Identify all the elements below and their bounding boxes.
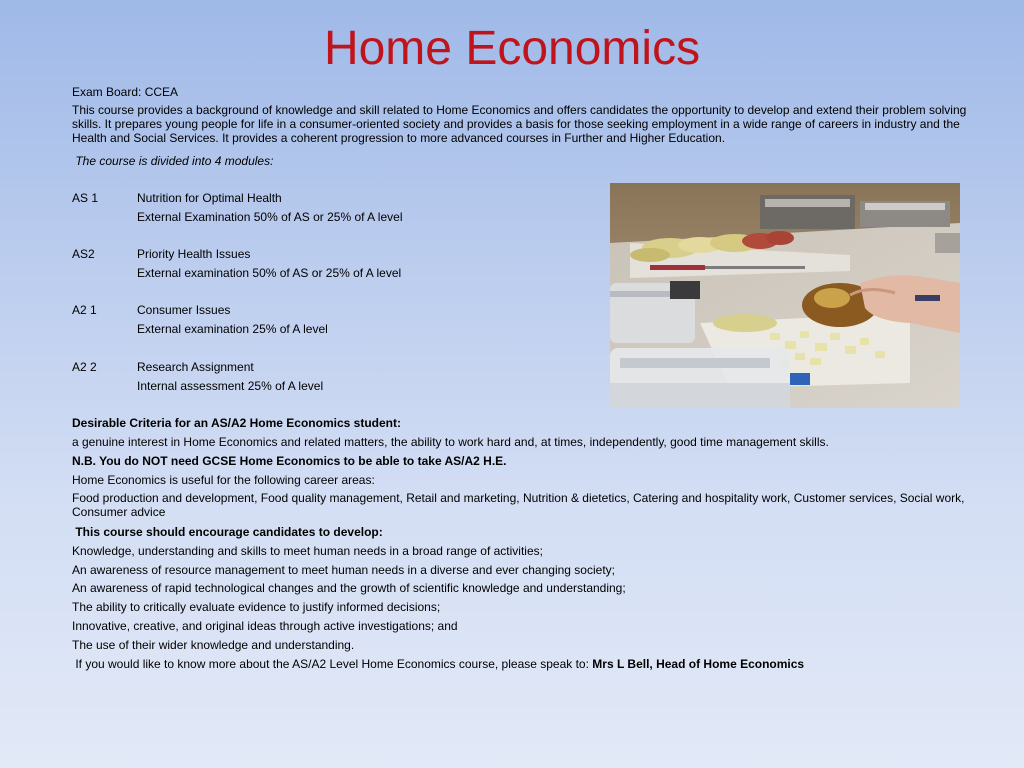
careers-intro: Home Economics is useful for the following career areas: bbox=[72, 473, 375, 487]
food-prep-photo bbox=[610, 183, 960, 408]
module-assessment: External Examination 50% of AS or 25% of A level bbox=[137, 210, 403, 224]
module-code: AS 1 bbox=[72, 191, 99, 205]
develop-item: The ability to critically evaluate evidence to justify informed decisions; bbox=[72, 600, 441, 614]
module-code: A2 1 bbox=[72, 303, 97, 317]
module-name: Nutrition for Optimal Health bbox=[137, 191, 282, 205]
contact-line bbox=[72, 657, 804, 671]
careers-list: Food production and development, Food quality management, Retail and marketing, Nutrition & dietetics, Catering and hospitality work, Customer services, Social work, Consumer advice bbox=[72, 491, 965, 519]
course-intro: This course provides a background of knowledge and skill related to Home Economics and offers candidates the opportunity to develop and extend their problem solving skills. It prepares young people for life in a consumer-oriented society and provides a basis for those seeking employment in a wide range of careers in industry and the Health and Social Services. It provides a coherent progression to more advanced courses in Further and Higher Education. bbox=[72, 103, 967, 145]
module-assessment: External examination 50% of AS or 25% of A level bbox=[137, 266, 402, 280]
criteria-heading: Desirable Criteria for an AS/A2 Home Economics student: bbox=[72, 416, 401, 430]
module-name: Consumer Issues bbox=[137, 303, 231, 317]
page-title: Home Economics bbox=[323, 22, 701, 75]
modules-intro: The course is divided into 4 modules: bbox=[72, 154, 274, 168]
exam-board: Exam Board: CCEA bbox=[72, 85, 179, 99]
contact-name: Mrs L Bell, Head of Home Economics bbox=[592, 657, 805, 671]
develop-item: An awareness of rapid technological changes and the growth of scientific knowledge and understanding; bbox=[72, 581, 626, 595]
module-code: AS2 bbox=[72, 247, 95, 261]
contact-prefix: If you would like to know more about the AS/A2 Level Home Economics course, please speak to: bbox=[72, 657, 593, 671]
nb-note: N.B. You do NOT need GCSE Home Economics to be able to take AS/A2 H.E. bbox=[72, 454, 507, 468]
module-name: Priority Health Issues bbox=[137, 247, 251, 261]
module-assessment: Internal assessment 25% of A level bbox=[137, 379, 324, 393]
develop-item: Innovative, creative, and original ideas through active investigations; and bbox=[72, 619, 458, 633]
develop-item: The use of their wider knowledge and understanding. bbox=[72, 638, 355, 652]
module-name: Research Assignment bbox=[137, 360, 254, 374]
develop-heading: This course should encourage candidates to develop: bbox=[72, 525, 383, 539]
criteria-text: a genuine interest in Home Economics and related matters, the ability to work hard and, at times, independently, good time management skills. bbox=[72, 435, 829, 449]
develop-item: An awareness of resource management to meet human needs in a diverse and ever changing society; bbox=[72, 563, 615, 577]
module-assessment: External examination 25% of A level bbox=[137, 322, 328, 336]
develop-item: Knowledge, understanding and skills to meet human needs in a broad range of activities; bbox=[72, 544, 543, 558]
module-code: A2 2 bbox=[72, 360, 97, 374]
